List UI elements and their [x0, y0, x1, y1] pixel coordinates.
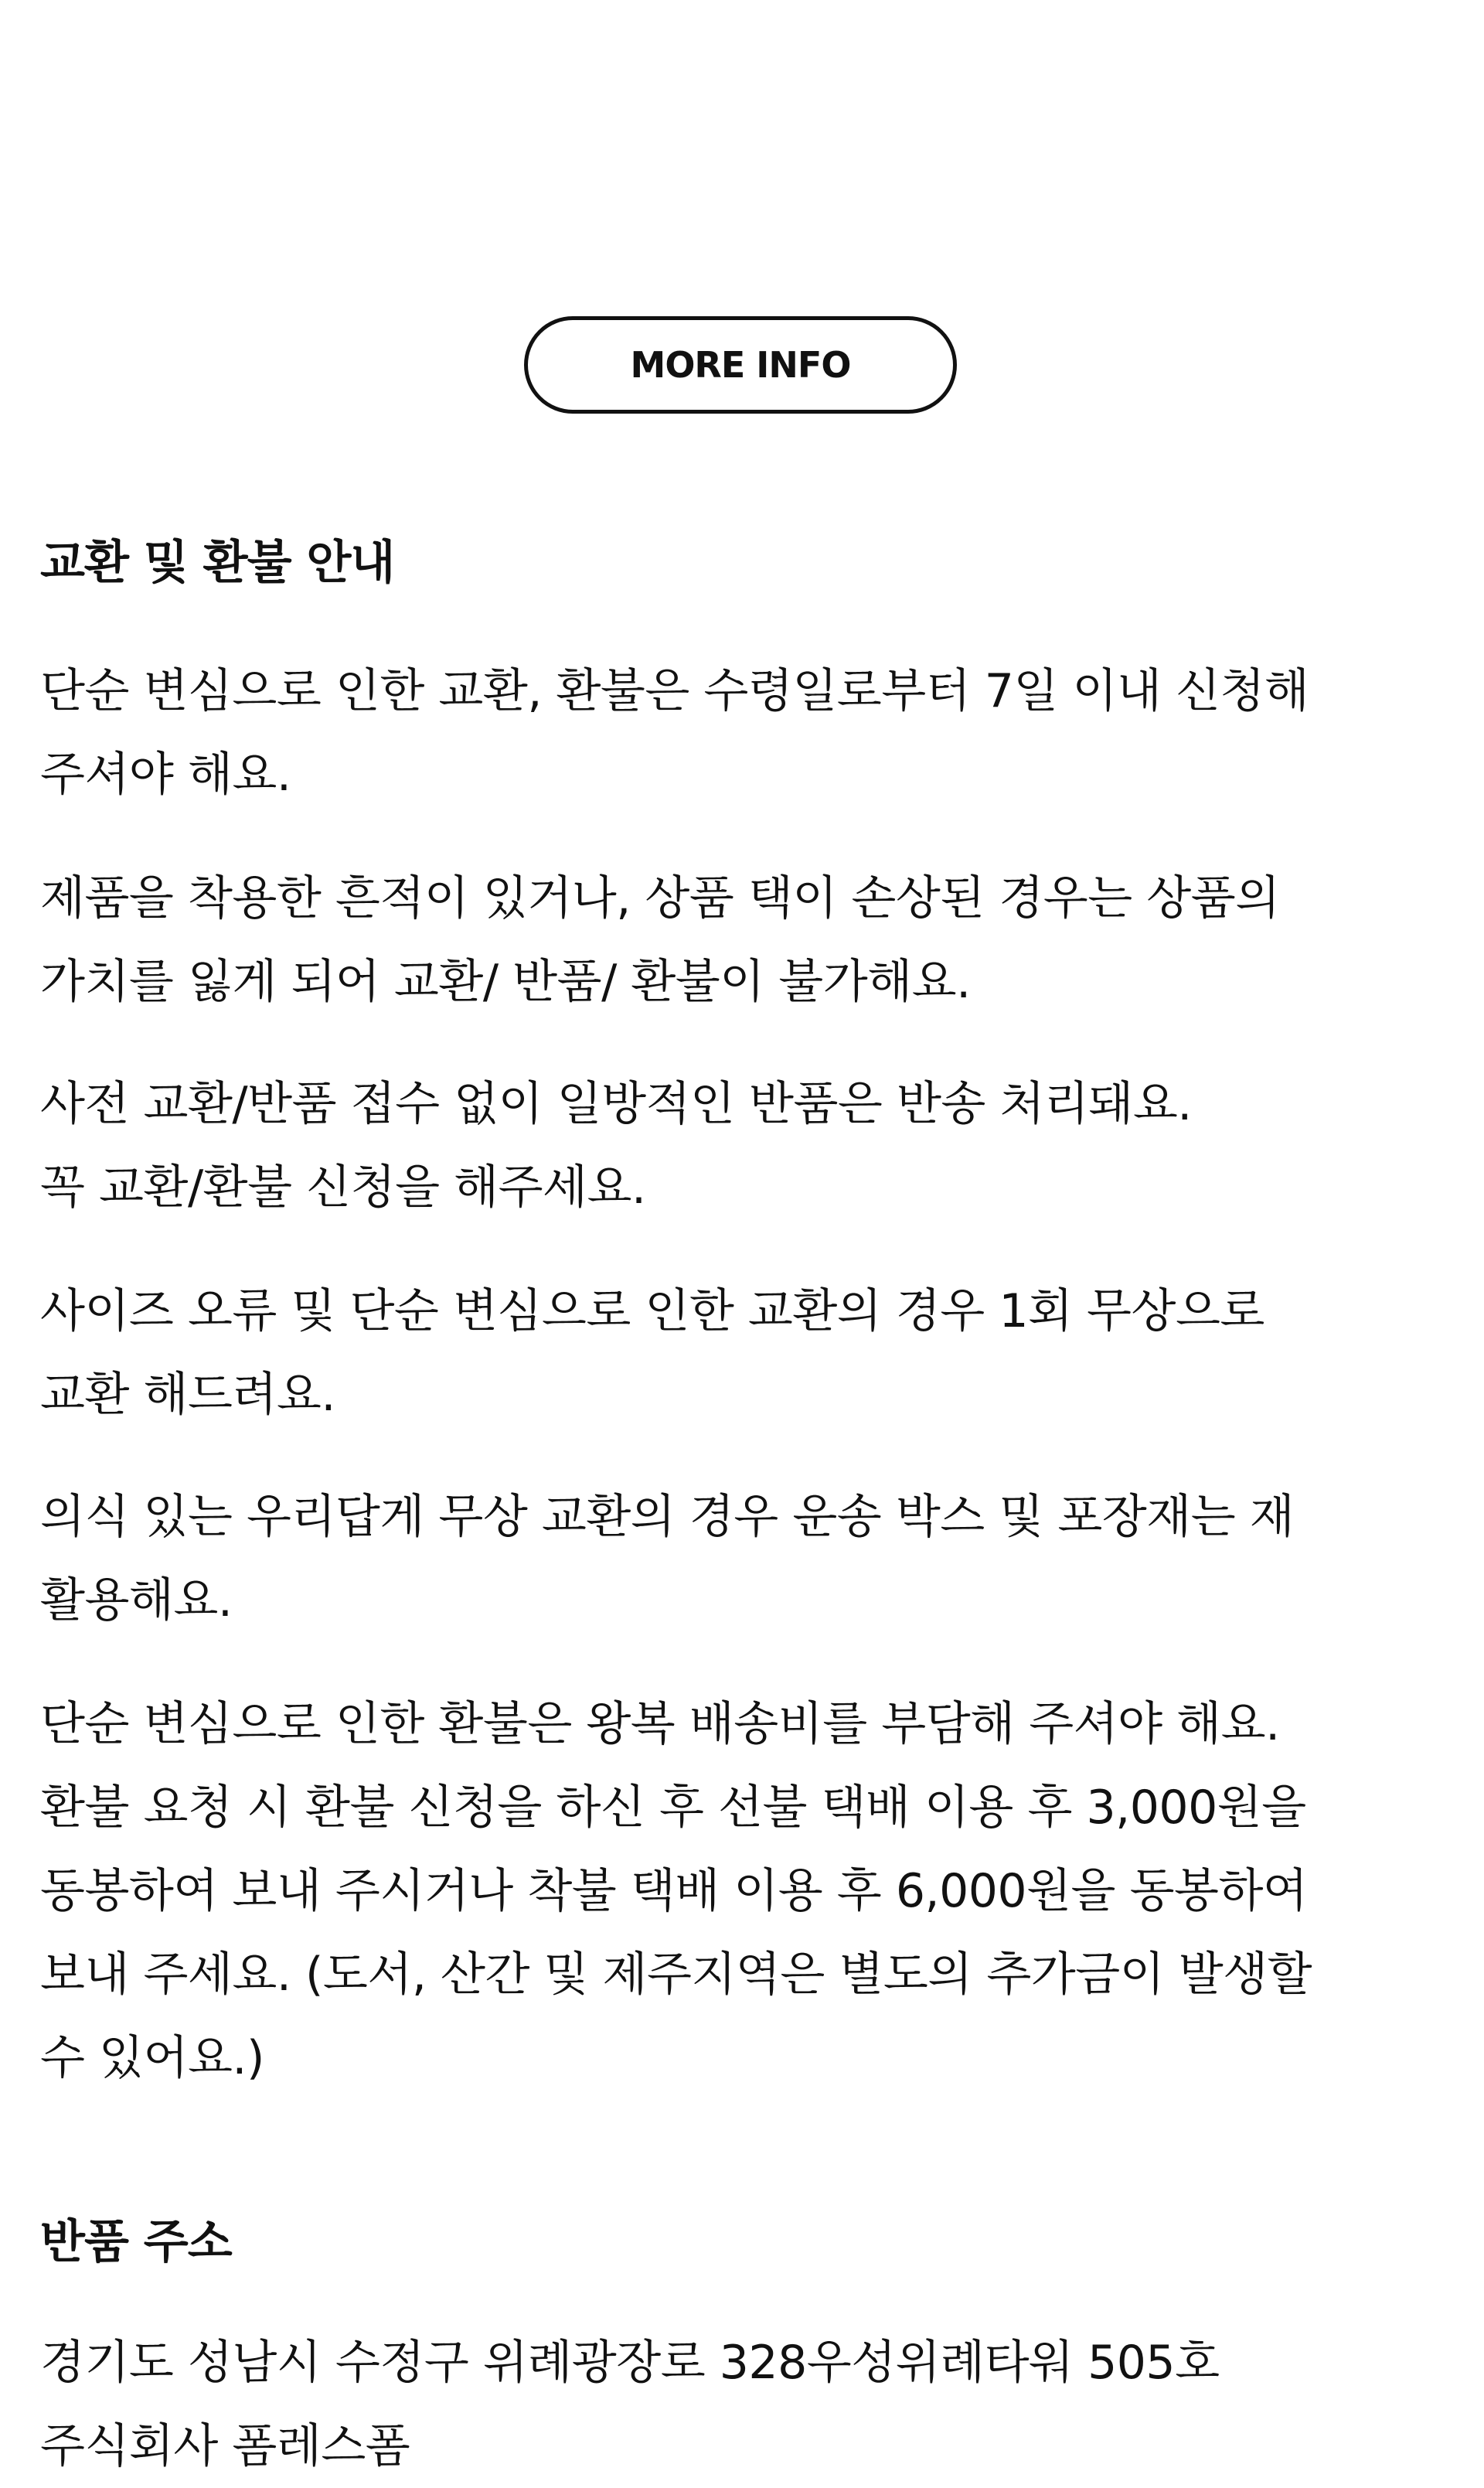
policy-paragraph-3	[40, 1062, 1447, 1229]
more-info-button[interactable]: MORE INFO	[524, 316, 957, 414]
paragraph-line: 가치를 잃게 되어 교환/ 반품/ 환불이 불가해요.	[40, 955, 971, 1009]
policy-paragraph-2	[40, 857, 1447, 1024]
policy-paragraph-6	[40, 1682, 1447, 2100]
company-name: 주식회사 폼레스폼	[40, 2419, 410, 2473]
policy-paragraph-5	[40, 1475, 1447, 1642]
paragraph-line: 동봉하여 보내 주시거나 착불 택배 이용 후 6,000원을 동봉하여	[40, 1864, 1308, 1918]
policy-paragraph-1	[40, 649, 1447, 816]
paragraph-line: 수 있어요.)	[40, 2031, 264, 2085]
paragraph-line: 제품을 착용한 흔적이 있거나, 상품 택이 손상된 경우는 상품의	[40, 871, 1280, 925]
return-address	[40, 2321, 1447, 2488]
paragraph-line: 사전 교환/반품 접수 없이 일방적인 반품은 반송 처리돼요.	[40, 1077, 1192, 1131]
policy-paragraph-4	[40, 1270, 1447, 1437]
paragraph-line: 주셔야 해요.	[40, 748, 291, 802]
paragraph-line: 환불 요청 시 환불 신청을 하신 후 선불 택배 이용 후 3,000원을	[40, 1781, 1306, 1835]
paragraph-line: 꼭 교환/환불 신청을 해주세요.	[40, 1160, 646, 1215]
paragraph-line: 활용해요.	[40, 1573, 233, 1627]
policy-title: 교환 및 환불 안내	[40, 536, 395, 590]
paragraph-line: 사이즈 오류 및 단순 변심으로 인한 교환의 경우 1회 무상으로	[40, 1284, 1264, 1338]
paragraph-line: 의식 있는 우리답게 무상 교환의 경우 운송 박스 및 포장재는 재	[40, 1490, 1295, 1544]
address-line: 경기도 성남시 수정구 위례광장로 328우성위례타워 505호	[40, 2336, 1220, 2390]
return-address-title: 반품 주소	[40, 2215, 232, 2269]
paragraph-line: 보내 주세요. (도서, 산간 및 제주지역은 별도의 추가금이 발생할	[40, 1948, 1312, 2002]
paragraph-line: 단순 변심으로 인한 환불은 왕복 배송비를 부담해 주셔야 해요.	[40, 1697, 1280, 1751]
paragraph-line: 단순 변심으로 인한 교환, 환불은 수령일로부터 7일 이내 신청해	[40, 664, 1309, 718]
paragraph-line: 교환 해드려요.	[40, 1368, 335, 1422]
